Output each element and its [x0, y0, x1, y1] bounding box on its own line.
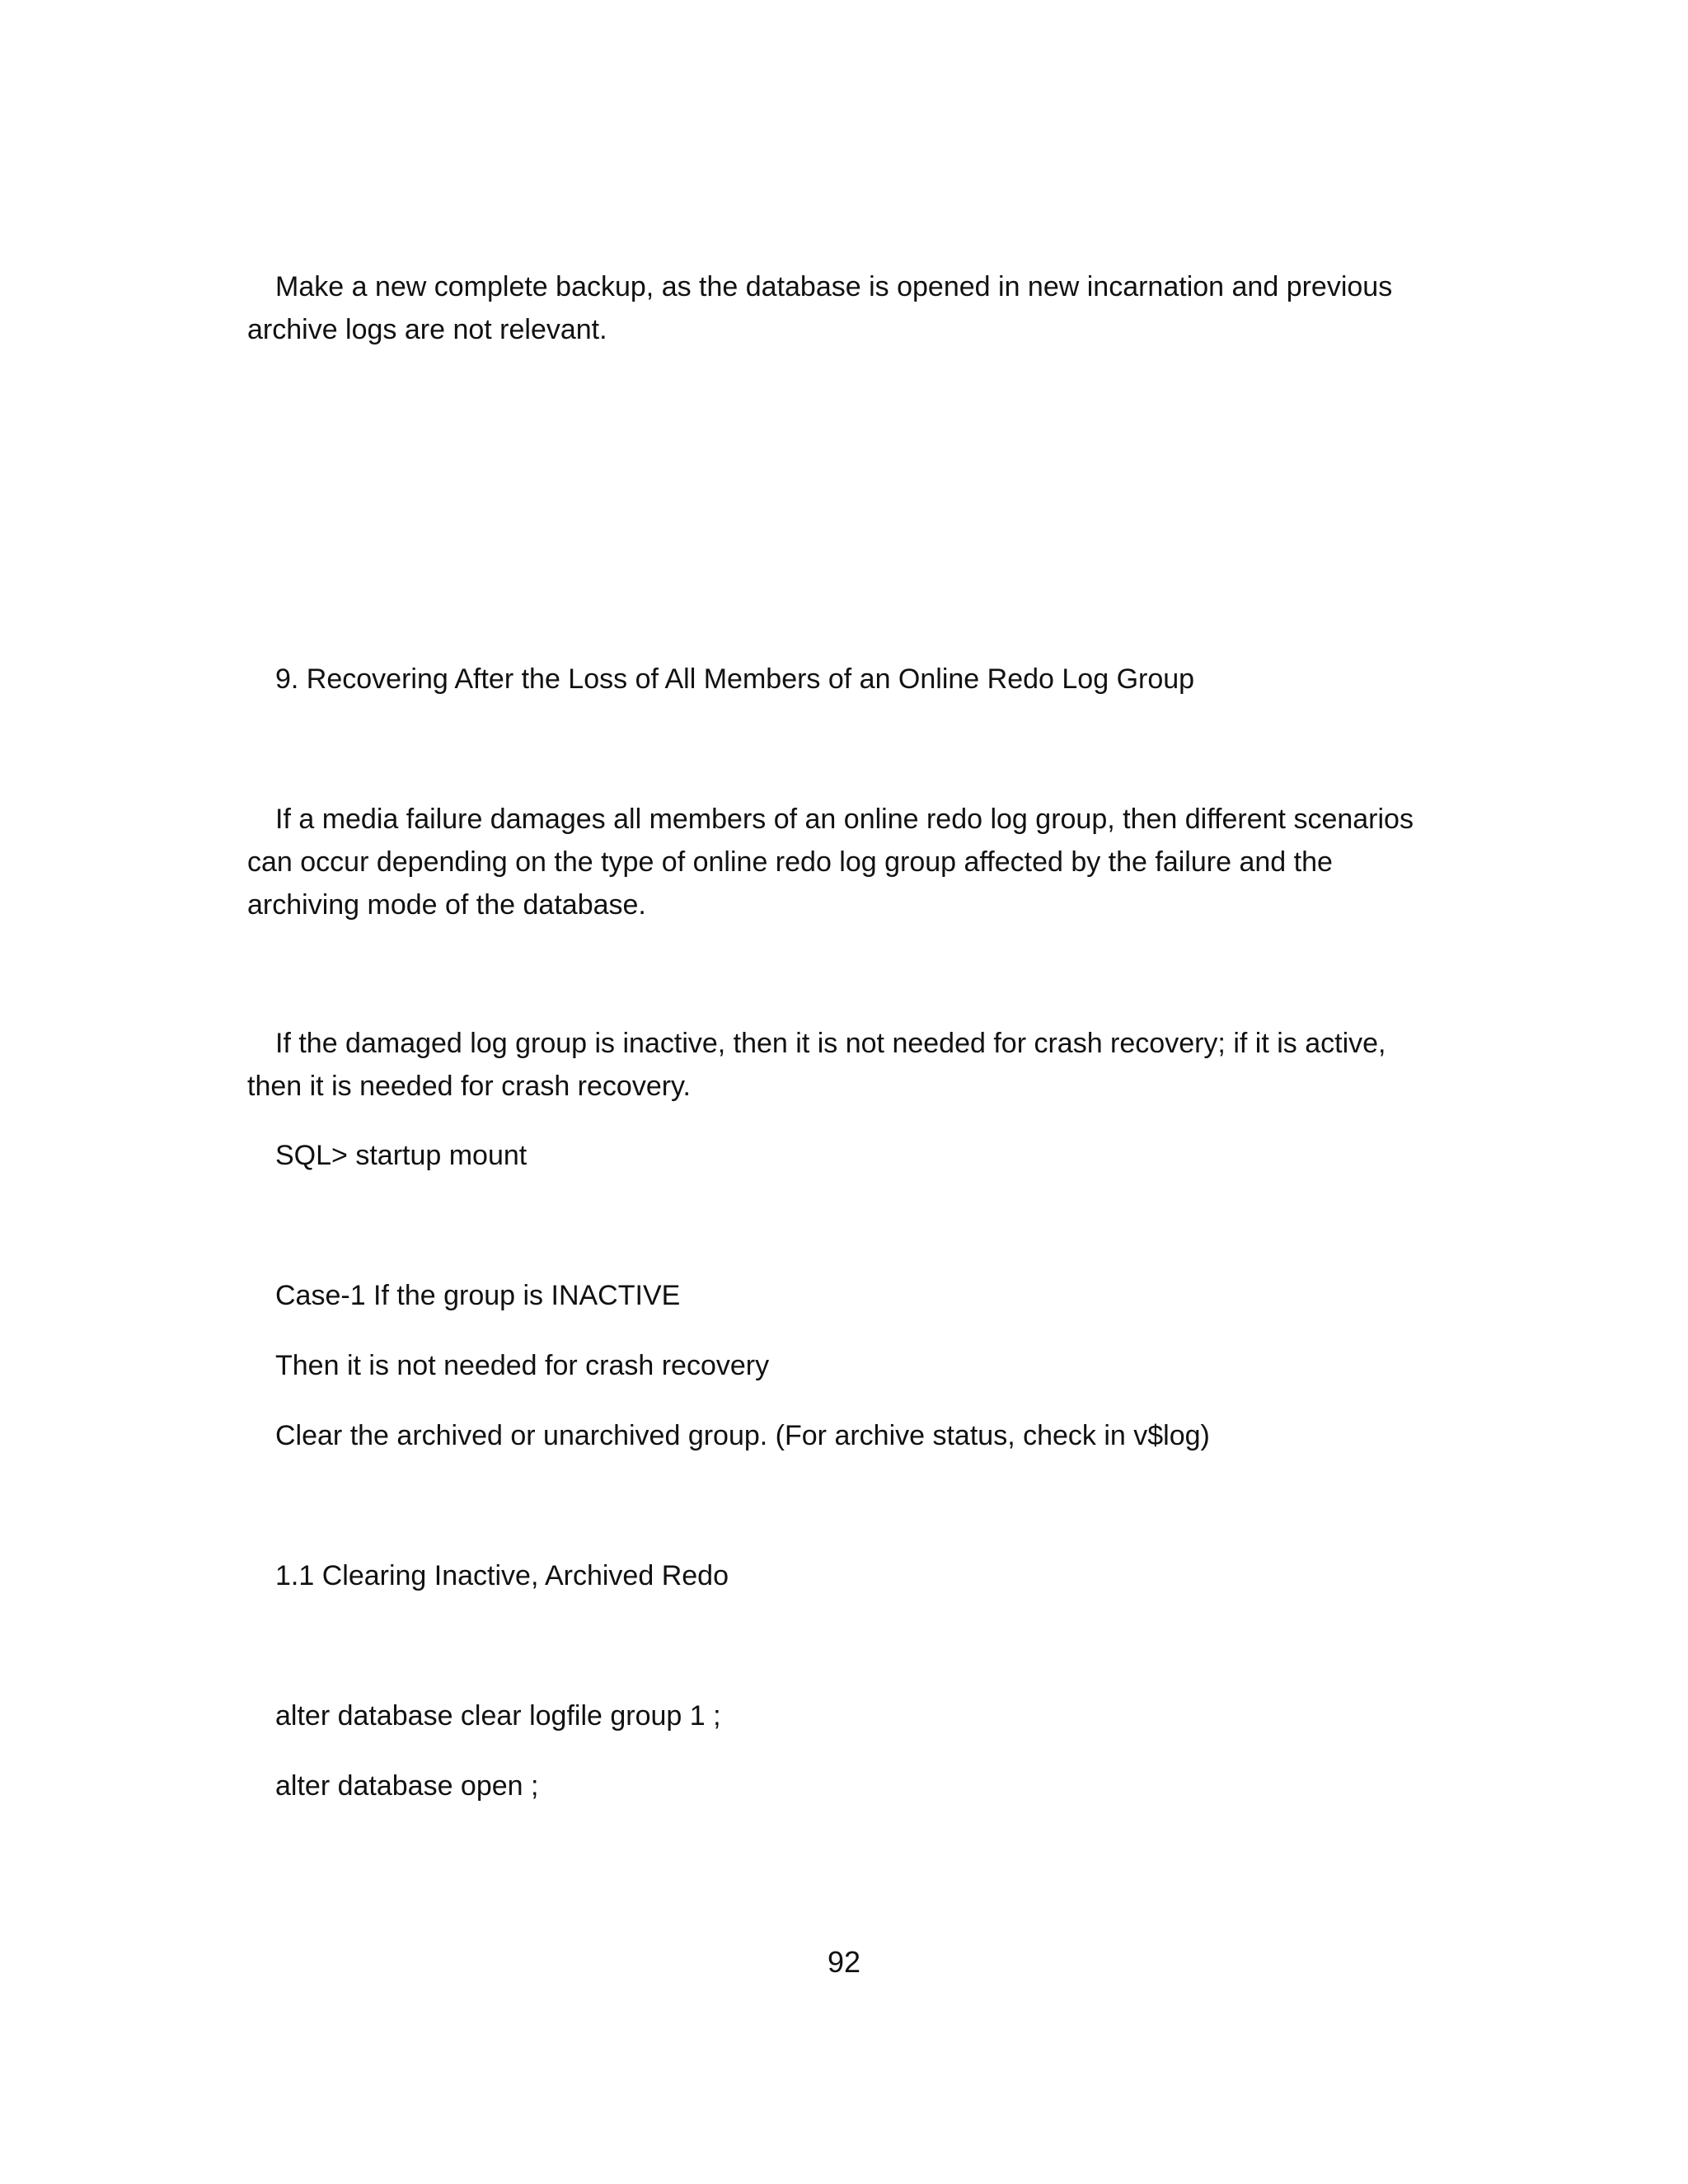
paragraph-damaged-log-group: If the damaged log group is inactive, then it is not needed for crash recovery; if it is active, then it is needed for crash recovery.	[247, 1028, 1386, 1102]
paragraph-media-failure: If a media failure damages all members of an online redo log group, then different scenarios can occur depending on the type of online redo log group affected by the failure and the archiving mode of the database.	[247, 804, 1414, 921]
case-1-note: Then it is not needed for crash recovery	[275, 1350, 770, 1381]
command-startup-mount: SQL> startup mount	[275, 1140, 528, 1171]
page-number: 92	[827, 1945, 861, 1979]
subsection-heading-1-1: 1.1 Clearing Inactive, Archived Redo	[275, 1560, 729, 1591]
paragraph-new-backup: Make a new complete backup, as the database is opened in new incarnation and previous archive logs are not relevant.	[247, 271, 1393, 345]
command-clear-logfile: alter database clear logfile group 1 ;	[275, 1700, 721, 1732]
command-open-database: alter database open ;	[275, 1770, 539, 1802]
section-heading-9: 9. Recovering After the Loss of All Members of an Online Redo Log Group	[275, 663, 1195, 695]
case-1-heading: Case-1 If the group is INACTIVE	[275, 1280, 681, 1311]
case-1-clear-instruction: Clear the archived or unarchived group. (For archive status, check in v$log)	[275, 1420, 1210, 1451]
